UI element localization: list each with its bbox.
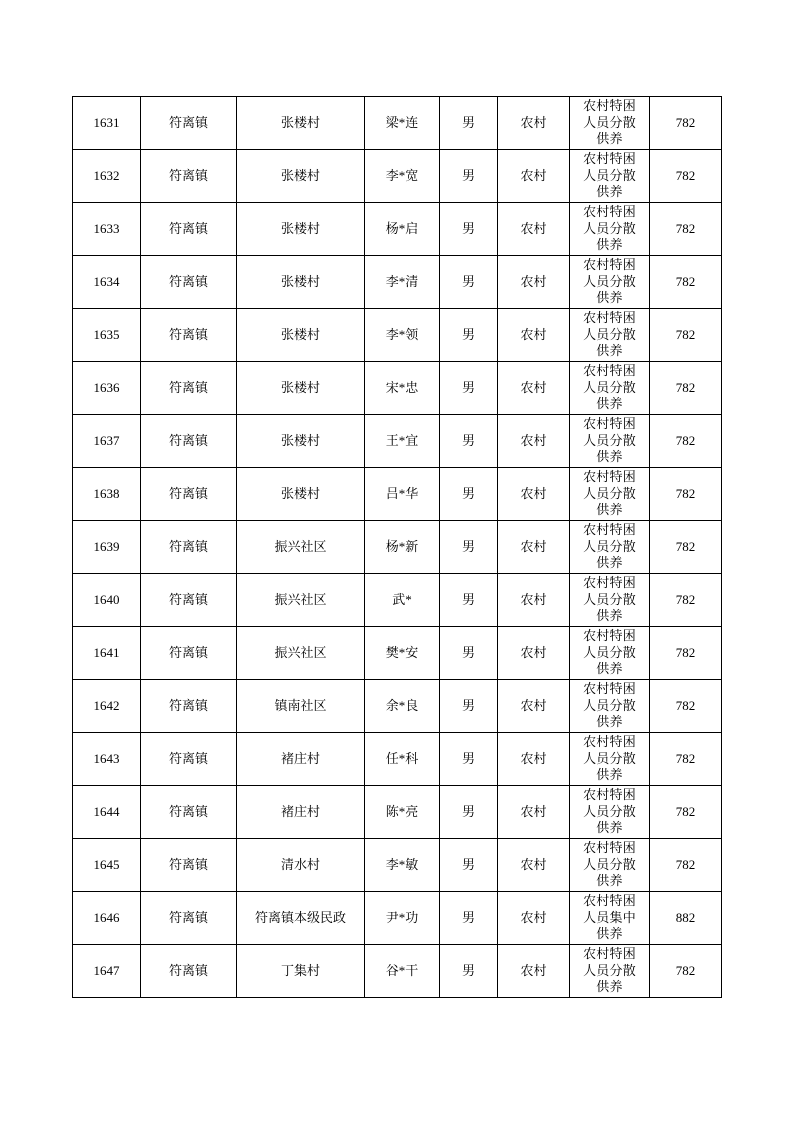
table-row <box>73 892 722 945</box>
cell-category-line: 供养 <box>596 555 623 571</box>
cell-type: 农村 <box>498 362 570 415</box>
cell-gender: 男 <box>440 733 498 786</box>
cell-category <box>570 892 650 945</box>
cell-category-line: 人员集中 <box>583 909 636 925</box>
cell-gender: 男 <box>440 309 498 362</box>
cell-village: 张楼村 <box>237 468 365 521</box>
cell-town: 符离镇 <box>141 415 237 468</box>
cell-type: 农村 <box>498 574 570 627</box>
cell-name: 陈*亮 <box>365 786 440 839</box>
cell-type: 农村 <box>498 415 570 468</box>
cell-category <box>570 256 650 309</box>
cell-gender: 男 <box>440 786 498 839</box>
cell-town: 符离镇 <box>141 680 237 733</box>
cell-category <box>570 309 650 362</box>
cell-type: 农村 <box>498 150 570 203</box>
cell-town: 符离镇 <box>141 627 237 680</box>
cell-amount: 782 <box>650 680 722 733</box>
cell-id: 1638 <box>73 468 141 521</box>
cell-type: 农村 <box>498 97 570 150</box>
cell-gender: 男 <box>440 574 498 627</box>
cell-village: 镇南社区 <box>237 680 365 733</box>
cell-category-line: 供养 <box>596 767 623 783</box>
cell-category-line: 供养 <box>596 184 623 200</box>
cell-id: 1642 <box>73 680 141 733</box>
cell-category-line: 人员分散 <box>583 326 636 342</box>
cell-amount: 782 <box>650 945 722 998</box>
cell-village: 振兴社区 <box>237 521 365 574</box>
cell-id: 1641 <box>73 627 141 680</box>
cell-name: 宋*忠 <box>365 362 440 415</box>
cell-town: 符离镇 <box>141 256 237 309</box>
cell-category <box>570 786 650 839</box>
cell-village: 褚庄村 <box>237 733 365 786</box>
cell-name: 吕*华 <box>365 468 440 521</box>
cell-category-line: 人员分散 <box>583 220 636 236</box>
cell-category-line: 农村特困 <box>583 98 636 114</box>
cell-category-line: 供养 <box>596 396 623 412</box>
cell-amount: 782 <box>650 468 722 521</box>
cell-category-line: 人员分散 <box>583 591 636 607</box>
cell-village: 符离镇本级民政 <box>237 892 365 945</box>
table-row <box>73 574 722 627</box>
table-row <box>73 203 722 256</box>
cell-id: 1646 <box>73 892 141 945</box>
cell-gender: 男 <box>440 415 498 468</box>
cell-amount: 782 <box>650 839 722 892</box>
cell-category-line: 农村特困 <box>583 787 636 803</box>
cell-type: 农村 <box>498 786 570 839</box>
cell-id: 1631 <box>73 97 141 150</box>
cell-category-line: 供养 <box>596 131 623 147</box>
cell-amount: 782 <box>650 786 722 839</box>
cell-name: 王*宜 <box>365 415 440 468</box>
cell-town: 符离镇 <box>141 309 237 362</box>
cell-id: 1634 <box>73 256 141 309</box>
cell-category-line: 供养 <box>596 502 623 518</box>
cell-town: 符离镇 <box>141 839 237 892</box>
cell-type: 农村 <box>498 733 570 786</box>
cell-name: 李*敏 <box>365 839 440 892</box>
cell-town: 符离镇 <box>141 150 237 203</box>
cell-town: 符离镇 <box>141 733 237 786</box>
table-row <box>73 680 722 733</box>
cell-amount: 882 <box>650 892 722 945</box>
cell-category-line: 农村特困 <box>583 681 636 697</box>
table-row <box>73 362 722 415</box>
cell-category-line: 人员分散 <box>583 962 636 978</box>
cell-town: 符离镇 <box>141 786 237 839</box>
cell-category-line: 供养 <box>596 820 623 836</box>
cell-category-line: 农村特困 <box>583 522 636 538</box>
cell-gender: 男 <box>440 839 498 892</box>
cell-category <box>570 680 650 733</box>
cell-category-line: 人员分散 <box>583 856 636 872</box>
cell-village: 张楼村 <box>237 203 365 256</box>
cell-category <box>570 733 650 786</box>
cell-category-line: 人员分散 <box>583 432 636 448</box>
cell-category-line: 供养 <box>596 343 623 359</box>
cell-category-line: 人员分散 <box>583 538 636 554</box>
cell-name: 李*领 <box>365 309 440 362</box>
cell-type: 农村 <box>498 680 570 733</box>
cell-village: 张楼村 <box>237 256 365 309</box>
cell-category-line: 农村特困 <box>583 151 636 167</box>
cell-category <box>570 203 650 256</box>
cell-category-line: 农村特困 <box>583 946 636 962</box>
cell-category <box>570 945 650 998</box>
cell-name: 尹*功 <box>365 892 440 945</box>
cell-category-line: 人员分散 <box>583 485 636 501</box>
cell-town: 符离镇 <box>141 574 237 627</box>
cell-category <box>570 521 650 574</box>
table-row <box>73 468 722 521</box>
cell-category-line: 供养 <box>596 661 623 677</box>
cell-name: 梁*连 <box>365 97 440 150</box>
cell-category-line: 人员分散 <box>583 114 636 130</box>
cell-category-line: 农村特困 <box>583 575 636 591</box>
cell-category <box>570 627 650 680</box>
cell-village: 张楼村 <box>237 362 365 415</box>
cell-type: 农村 <box>498 309 570 362</box>
cell-gender: 男 <box>440 256 498 309</box>
cell-category-line: 供养 <box>596 873 623 889</box>
cell-amount: 782 <box>650 309 722 362</box>
cell-type: 农村 <box>498 945 570 998</box>
cell-amount: 782 <box>650 574 722 627</box>
cell-id: 1647 <box>73 945 141 998</box>
cell-amount: 782 <box>650 521 722 574</box>
cell-category <box>570 574 650 627</box>
cell-category <box>570 468 650 521</box>
table-row <box>73 309 722 362</box>
cell-category-line: 供养 <box>596 290 623 306</box>
cell-type: 农村 <box>498 203 570 256</box>
cell-amount: 782 <box>650 203 722 256</box>
cell-amount: 782 <box>650 97 722 150</box>
cell-name: 李*宽 <box>365 150 440 203</box>
cell-gender: 男 <box>440 150 498 203</box>
cell-town: 符离镇 <box>141 362 237 415</box>
cell-gender: 男 <box>440 97 498 150</box>
cell-amount: 782 <box>650 362 722 415</box>
cell-amount: 782 <box>650 415 722 468</box>
cell-category-line: 农村特困 <box>583 628 636 644</box>
table-row <box>73 256 722 309</box>
cell-category <box>570 415 650 468</box>
cell-id: 1639 <box>73 521 141 574</box>
cell-category-line: 农村特困 <box>583 257 636 273</box>
cell-category-line: 人员分散 <box>583 750 636 766</box>
table-row <box>73 786 722 839</box>
table-row <box>73 839 722 892</box>
cell-town: 符离镇 <box>141 203 237 256</box>
cell-type: 农村 <box>498 468 570 521</box>
cell-town: 符离镇 <box>141 945 237 998</box>
cell-village: 丁集村 <box>237 945 365 998</box>
cell-village: 张楼村 <box>237 415 365 468</box>
cell-name: 樊*安 <box>365 627 440 680</box>
cell-category-line: 农村特困 <box>583 416 636 432</box>
cell-gender: 男 <box>440 945 498 998</box>
cell-category-line: 供养 <box>596 449 623 465</box>
cell-village: 清水村 <box>237 839 365 892</box>
cell-town: 符离镇 <box>141 468 237 521</box>
cell-category <box>570 839 650 892</box>
cell-id: 1633 <box>73 203 141 256</box>
table-body <box>73 97 722 998</box>
cell-gender: 男 <box>440 468 498 521</box>
cell-town: 符离镇 <box>141 521 237 574</box>
cell-category-line: 农村特困 <box>583 469 636 485</box>
table-row <box>73 945 722 998</box>
cell-id: 1637 <box>73 415 141 468</box>
cell-id: 1644 <box>73 786 141 839</box>
cell-category-line: 人员分散 <box>583 273 636 289</box>
cell-gender: 男 <box>440 892 498 945</box>
cell-category-line: 农村特困 <box>583 310 636 326</box>
cell-village: 张楼村 <box>237 309 365 362</box>
cell-type: 农村 <box>498 627 570 680</box>
cell-gender: 男 <box>440 203 498 256</box>
cell-amount: 782 <box>650 627 722 680</box>
cell-category-line: 供养 <box>596 714 623 730</box>
cell-id: 1636 <box>73 362 141 415</box>
cell-town: 符离镇 <box>141 892 237 945</box>
cell-name: 任*科 <box>365 733 440 786</box>
cell-id: 1632 <box>73 150 141 203</box>
cell-category-line: 农村特困 <box>583 840 636 856</box>
table-row <box>73 733 722 786</box>
cell-category-line: 农村特困 <box>583 893 636 909</box>
cell-gender: 男 <box>440 521 498 574</box>
cell-amount: 782 <box>650 733 722 786</box>
cell-category-line: 农村特困 <box>583 363 636 379</box>
table-row <box>73 150 722 203</box>
cell-type: 农村 <box>498 892 570 945</box>
cell-village: 张楼村 <box>237 97 365 150</box>
cell-type: 农村 <box>498 839 570 892</box>
cell-village: 张楼村 <box>237 150 365 203</box>
cell-type: 农村 <box>498 521 570 574</box>
cell-category-line: 人员分散 <box>583 697 636 713</box>
table-row <box>73 521 722 574</box>
cell-category-line: 人员分散 <box>583 803 636 819</box>
cell-id: 1635 <box>73 309 141 362</box>
cell-type: 农村 <box>498 256 570 309</box>
cell-category-line: 人员分散 <box>583 167 636 183</box>
cell-name: 武* <box>365 574 440 627</box>
cell-id: 1640 <box>73 574 141 627</box>
assistance-recipients-table <box>72 96 722 998</box>
cell-amount: 782 <box>650 256 722 309</box>
cell-id: 1643 <box>73 733 141 786</box>
cell-village: 振兴社区 <box>237 627 365 680</box>
cell-category-line: 供养 <box>596 979 623 995</box>
cell-village: 褚庄村 <box>237 786 365 839</box>
cell-amount: 782 <box>650 150 722 203</box>
cell-category-line: 供养 <box>596 608 623 624</box>
cell-category-line: 农村特困 <box>583 204 636 220</box>
cell-gender: 男 <box>440 680 498 733</box>
cell-name: 杨*新 <box>365 521 440 574</box>
cell-category-line: 农村特困 <box>583 734 636 750</box>
cell-id: 1645 <box>73 839 141 892</box>
cell-category-line: 人员分散 <box>583 644 636 660</box>
cell-name: 杨*启 <box>365 203 440 256</box>
table-row <box>73 97 722 150</box>
cell-gender: 男 <box>440 362 498 415</box>
cell-category-line: 供养 <box>596 926 623 942</box>
cell-town: 符离镇 <box>141 97 237 150</box>
cell-name: 谷*干 <box>365 945 440 998</box>
table-row <box>73 415 722 468</box>
table-row <box>73 627 722 680</box>
cell-category <box>570 150 650 203</box>
cell-category-line: 人员分散 <box>583 379 636 395</box>
cell-category <box>570 97 650 150</box>
cell-name: 李*清 <box>365 256 440 309</box>
cell-category <box>570 362 650 415</box>
cell-gender: 男 <box>440 627 498 680</box>
cell-category-line: 供养 <box>596 237 623 253</box>
cell-name: 余*良 <box>365 680 440 733</box>
cell-village: 振兴社区 <box>237 574 365 627</box>
